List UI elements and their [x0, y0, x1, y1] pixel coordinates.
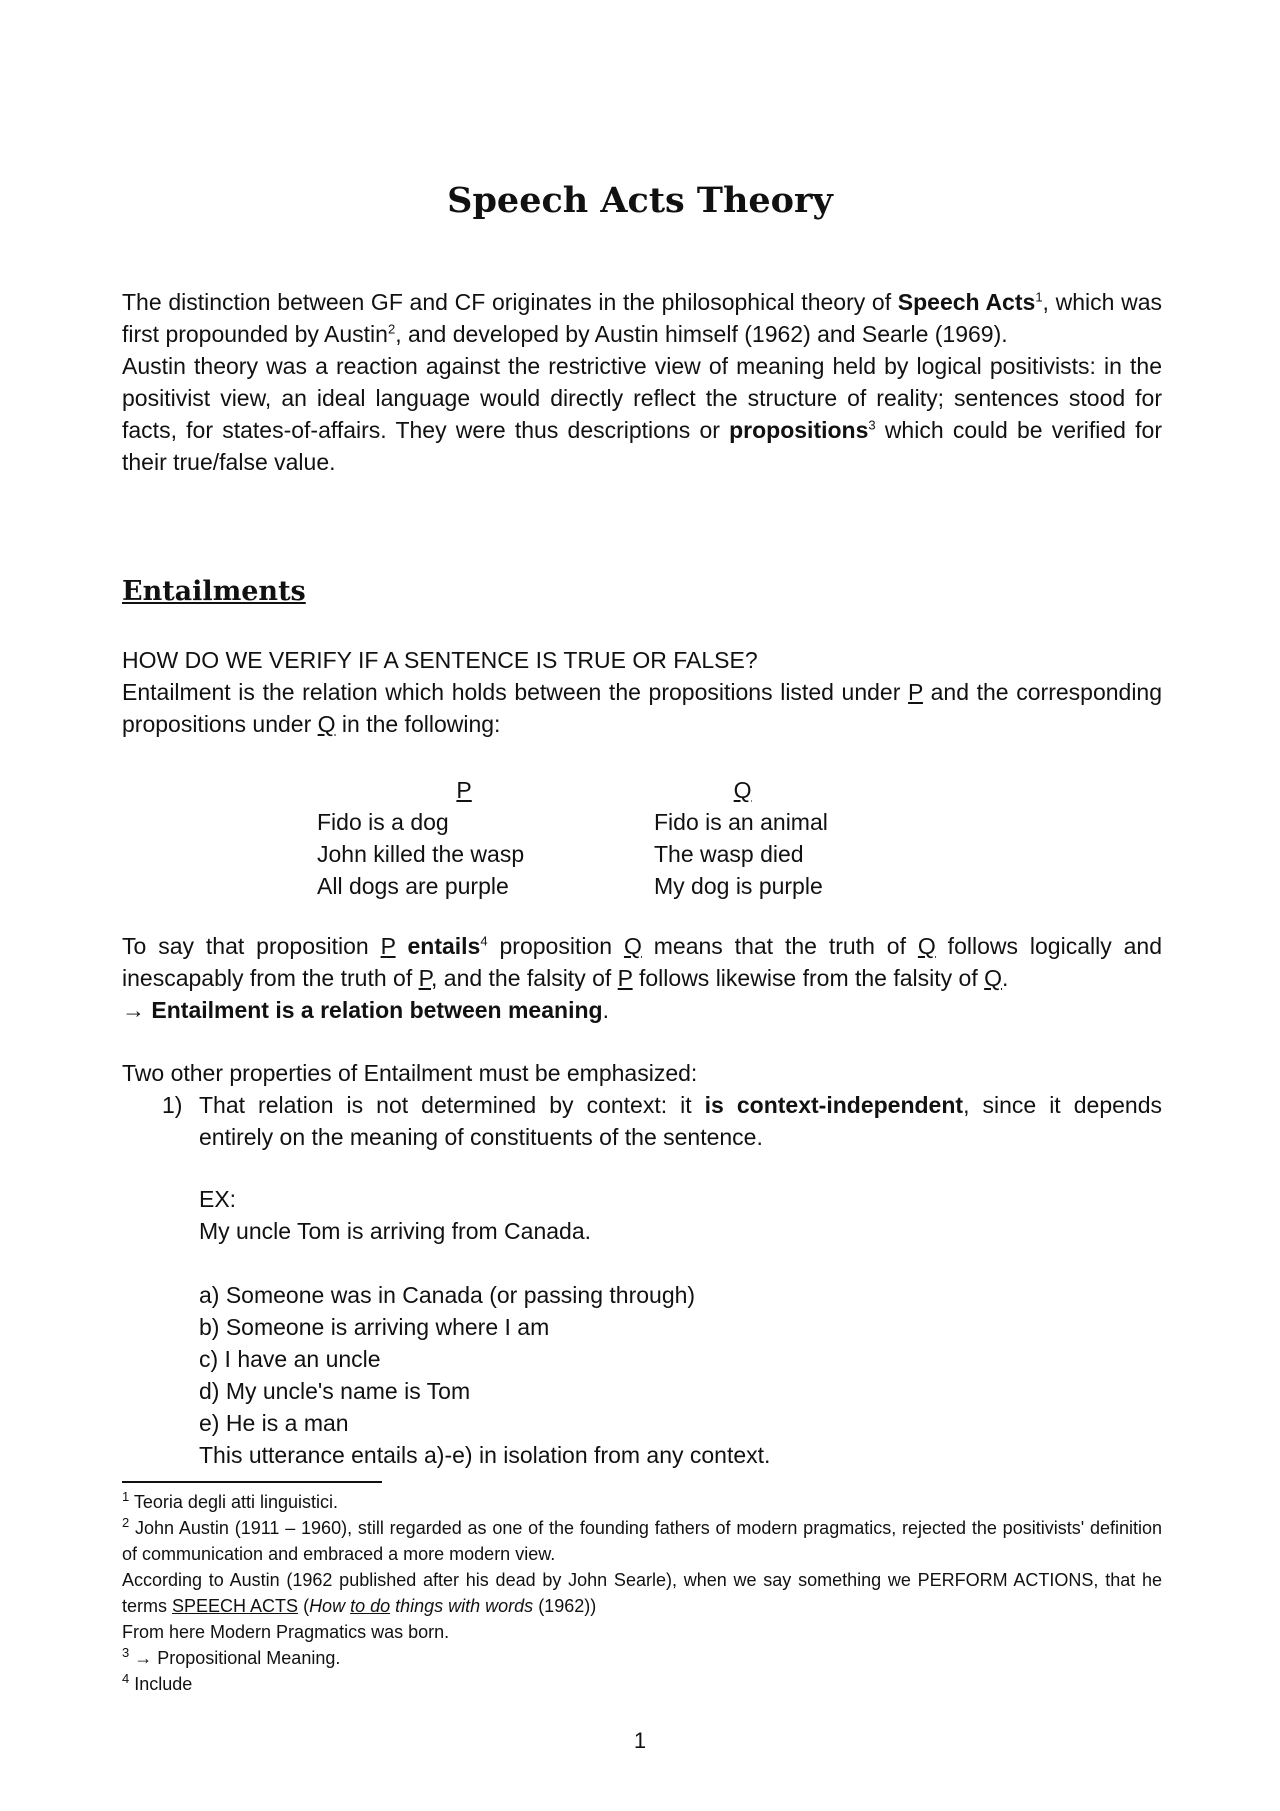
- header-p: P: [456, 777, 472, 803]
- example-label: EX:: [199, 1186, 237, 1212]
- definition-paragraph: Entailment is the relation which holds between the propositions listed under P and the corresponding propositions under Q in the following:: [122, 679, 1163, 737]
- intro-paragraph-1: The distinction between GF and CF originates in the philosophical theory of Speech Acts$^1$, which was first propounded by Austin$^2$, and developed by Austin himself (1962) and Searle (1969).: [122, 289, 1163, 347]
- list-item: d) My uncle's name is Tom: [199, 1378, 471, 1404]
- intro-section: [122, 286, 1162, 478]
- property-item: That relation is not determined by context: it is context-independent, since it depends entirely on the meaning of constituents of the sentence.: [199, 1092, 1162, 1150]
- arrow-icon: →: [122, 997, 152, 1023]
- page-number: 1: [633, 1728, 647, 1753]
- explanation-paragraph: To say that proposition P entails$^4$ proposition Q means that the truth of Q follows logically and inescapably from the truth of P, and the falsity of P follows likewise from the falsity of Q.: [122, 933, 1162, 991]
- example-conclusion: This utterance entails a)-e) in isolation from any context.: [199, 1442, 771, 1468]
- footnote-4: $^4$ Include: [122, 1671, 193, 1694]
- footnote-ref-1[interactable]: 1: [1035, 289, 1043, 305]
- list-item: b) Someone is arriving where I am: [199, 1314, 550, 1340]
- table-row: Fido is a dog Fido is an animal: [317, 809, 828, 835]
- entailments-section: [122, 576, 1162, 607]
- footnote-ref-4[interactable]: 4: [480, 933, 488, 949]
- footnote-2-end: From here Modern Pragmatics was born.: [122, 1622, 450, 1642]
- footnote-2-continued: According to Austin (1962 published after his dead by John Searle), when we say something we PERFORM ACTIONS, that he terms SPEECH ACTS (How to do things with words (1962)): [122, 1570, 1162, 1616]
- list-number: 1): [162, 1092, 183, 1118]
- list-item: c) I have an uncle: [199, 1346, 381, 1372]
- entailment-definition: [122, 644, 1162, 740]
- example-sentence: My uncle Tom is arriving from Canada.: [199, 1218, 591, 1244]
- speech-acts-term: Speech Acts: [897, 289, 1036, 315]
- header-q: Q: [733, 777, 752, 803]
- properties-intro: Two other properties of Entailment must be emphasized:: [122, 1060, 698, 1086]
- footnote-2: $^2$ John Austin (1911 – 1960), still regarded as one of the founding fathers of modern pragmatics, rejected the positivists' definition of communication and embraced a more modern view.: [122, 1515, 1162, 1564]
- table-row: John killed the wasp The wasp died: [317, 841, 804, 867]
- question-line: HOW DO WE VERIFY IF A SENTENCE IS TRUE OR FALSE?: [122, 647, 758, 673]
- table-row: All dogs are purple My dog is purple: [317, 873, 823, 899]
- example-block: [199, 1183, 1162, 1471]
- entailment-explanation: [122, 930, 1162, 1026]
- footnote-1: $^1$ Teoria degli atti linguistici.: [122, 1489, 339, 1512]
- page-title: Speech Acts Theory: [447, 180, 833, 221]
- table-header: [317, 774, 847, 806]
- entailment-table: [317, 774, 847, 902]
- footnote-ref-2[interactable]: 2: [387, 321, 396, 337]
- footnote-divider: [122, 1481, 382, 1483]
- footnotes: [122, 1489, 1162, 1697]
- propositions-term: propositions: [729, 417, 869, 443]
- list-item: a) Someone was in Canada (or passing through): [199, 1282, 696, 1308]
- section-heading: Entailments: [122, 576, 306, 607]
- footnote-ref-3[interactable]: 3: [868, 417, 876, 433]
- conclusion-line: → Entailment is a relation between meaning.: [122, 997, 609, 1023]
- intro-paragraph-2: Austin theory was a reaction against the restrictive view of meaning held by logical positivists: in the positivist view, an ideal language would directly reflect the structure of reality; sentences stood for facts, for states-of-affairs. They were thus descriptions or propositions$^3$ which could be verified for their true/false value.: [122, 353, 1162, 475]
- footnote-3: $^3$ → Propositional Meaning.: [122, 1645, 341, 1668]
- list-item: e) He is a man: [199, 1410, 349, 1436]
